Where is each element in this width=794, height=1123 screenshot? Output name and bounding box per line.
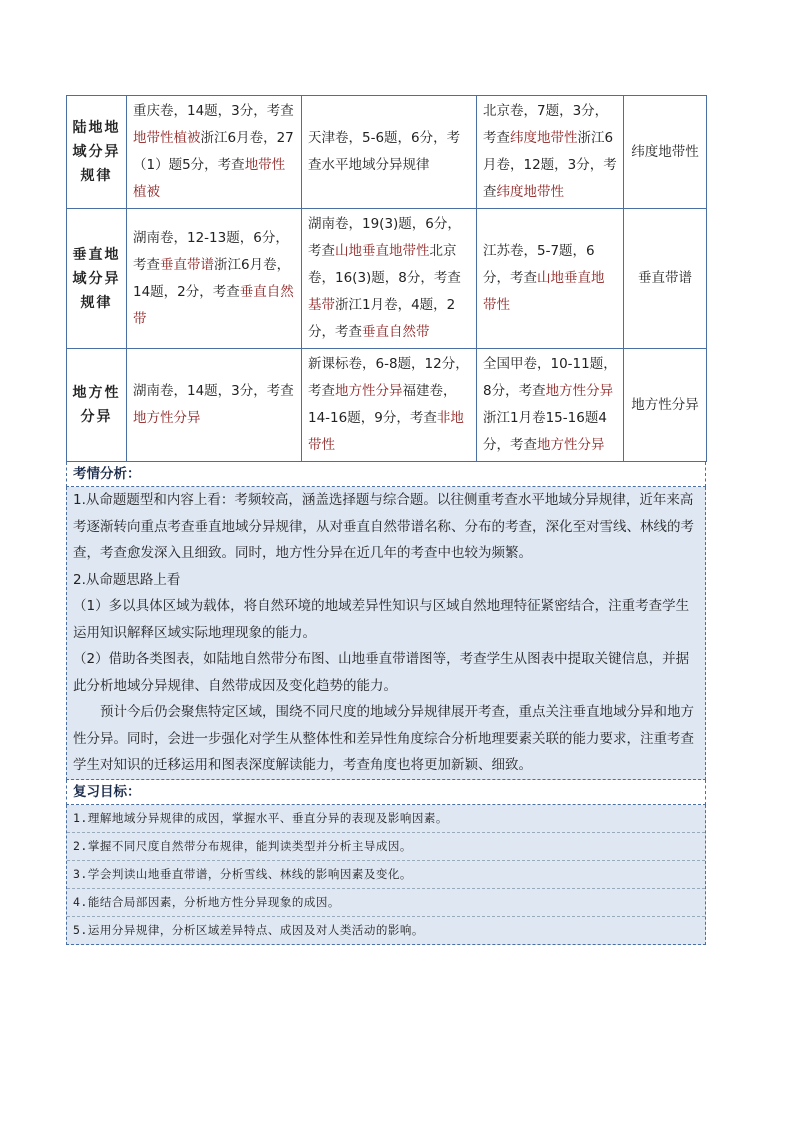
category-cell: 陆地地域分异规律 <box>67 96 127 209</box>
goal-item: 3.学会判读山地垂直带谱，分析雪线、林线的影响因素及变化。 <box>67 861 705 889</box>
analysis-paragraph: 预计今后仍会聚焦特定区域，围绕不同尺度的地域分异规律展开考查，重点关注垂直地域分异和地方性分异。同时，会进一步强化对学生从整体性和差异性角度综合分析地理要素关联的能力要求，注重考查学生对知识的迁移运用和图表深度解读能力，考查角度也将更加新颖、细致。 <box>73 704 694 773</box>
summary-cell: 垂直带谱 <box>624 209 707 349</box>
analysis-paragraph: 2.从命题思路上看 <box>73 571 181 588</box>
exam-text: 浙江6月卷，27（1）题5分，考查 <box>133 130 294 173</box>
highlight-text: 地方性分异 <box>335 383 403 399</box>
highlight-text: 基带 <box>308 297 335 313</box>
exam-cell <box>477 209 624 349</box>
analysis-title: 考情分析： <box>66 462 706 487</box>
exam-text: 湖南卷，19(3)题，6分，考查 <box>308 216 461 259</box>
exam-text: 天津卷，5-6题，6分，考查水平地域分异规律 <box>308 130 461 173</box>
exam-text: 浙江1月卷，4题，2分，考查 <box>308 297 456 340</box>
exam-cell <box>302 349 477 462</box>
goal-item: 1.理解地域分异规律的成因，掌握水平、垂直分异的表现及影响因素。 <box>67 805 705 833</box>
highlight-text: 山地垂直地带性 <box>483 270 605 313</box>
goal-item: 5.运用分异规律，分析区域差异特点、成因及对人类活动的影响。 <box>73 922 424 937</box>
exam-cell <box>302 96 477 209</box>
exam-cell <box>477 349 624 462</box>
exam-cell <box>127 349 302 462</box>
exam-table <box>66 95 707 462</box>
exam-text: 江苏卷，5-7题，6分，考查 <box>483 243 595 286</box>
analysis-paragraph: （2）借助各类图表，如陆地自然带分布图、山地垂直带谱图等，考查学生从图表中提取关键信息，并据此分析地域分异规律、自然带成因及变化趋势的能力。 <box>73 651 690 694</box>
exam-text: 北京卷，16(3)题，8分，考查 <box>308 243 461 286</box>
exam-text: 全国甲卷，10-11题，8分，考查 <box>483 356 617 399</box>
highlight-text: 垂直自然带 <box>362 324 430 340</box>
page <box>66 95 706 945</box>
highlight-text: 垂直自然带 <box>133 283 294 327</box>
table-row <box>67 209 707 349</box>
exam-text: 重庆卷，14题，3分，考查 <box>133 103 294 119</box>
summary-cell: 纬度地带性 <box>624 96 707 209</box>
table-row <box>67 349 707 462</box>
analysis-block <box>66 487 706 780</box>
exam-text: 湖南卷，14题，3分，考查 <box>133 383 294 399</box>
exam-text: 浙江1月卷15-16题4分，考查 <box>483 410 607 453</box>
highlight-text: 地方性分异 <box>133 410 201 426</box>
goal-item: 4.能结合局部因素，分析地方性分异现象的成因。 <box>67 889 705 917</box>
analysis-paragraph: （1）多以具体区域为载体，将自然环境的地域差异性知识与区域自然地理特征紧密结合，注重考查学生运用知识解释区域实际地理现象的能力。 <box>73 598 690 641</box>
analysis-paragraph: 1.从命题题型和内容上看：考频较高，涵盖选择题与综合题。以往侧重考查水平地域分异规律，近年来高考逐渐转向重点考查垂直地域分异规律，从对垂直自然带谱名称、分布的考查，深化至对雪线、林线的考查，考查愈发深入且细致。同时，地方性分异在近几年的考查中也较为频繁。 <box>73 492 694 561</box>
category-cell: 垂直地域分异规律 <box>67 209 127 349</box>
goal-item: 2.掌握不同尺度自然带分布规律，能判读类型并分析主导成因。 <box>67 833 705 861</box>
summary-cell: 地方性分异 <box>624 349 707 462</box>
highlight-text: 地带性植被 <box>133 130 201 146</box>
exam-text: 浙江6月卷，12题，3分，考查 <box>483 130 617 200</box>
table-row <box>67 96 707 209</box>
highlight-text: 地方性分异 <box>545 383 614 399</box>
exam-text: 北京卷，7题，3分，考查 <box>483 103 609 146</box>
goals-block <box>66 805 706 945</box>
exam-text: 福建卷，14-16题，9分，考查 <box>308 383 457 426</box>
goals-title: 复习目标： <box>66 780 706 805</box>
highlight-text: 垂直带谱 <box>160 256 214 273</box>
exam-text: 湖南卷，12-13题，6分，考查 <box>133 229 289 273</box>
category-cell: 地方性分异 <box>67 349 127 462</box>
exam-cell <box>127 209 302 349</box>
exam-cell <box>477 96 624 209</box>
highlight-text: 地带性植被 <box>133 157 286 200</box>
highlight-text: 山地垂直地带性 <box>335 243 430 259</box>
highlight-text: 非地带性 <box>308 410 464 453</box>
highlight-text: 地方性分异 <box>537 437 605 453</box>
exam-text: 新课标卷，6-8题，12分，考查 <box>308 356 469 399</box>
exam-cell <box>302 209 477 349</box>
highlight-text: 纬度地带性 <box>510 130 578 146</box>
exam-cell <box>127 96 302 209</box>
highlight-text: 纬度地带性 <box>496 184 564 200</box>
exam-text: 浙江6月卷，14题，2分，考查 <box>133 256 291 300</box>
